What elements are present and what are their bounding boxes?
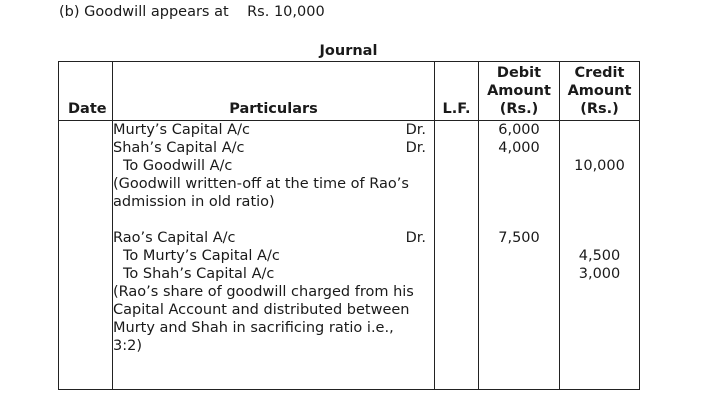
dr-marker: Dr. [405,140,426,156]
entry-2-credit-account: To Shah’s Capital A/c [123,266,275,282]
debit-amount: 6,000 [498,122,540,138]
debit-header-line: (Rs.) [499,101,539,117]
debit-amount: 7,500 [498,230,540,246]
entry-2-debit-account: Rao’s Capital A/c [113,230,236,246]
credit-amount: 3,000 [578,266,621,282]
entry-2-narration: Murty and Shah in sacrificing ratio i.e., [113,320,394,336]
date-cell [59,121,113,390]
entry-2-credit-account: To Murty’s Capital A/c [123,248,280,264]
lf-cell [435,121,479,390]
dr-marker: Dr. [405,122,426,138]
debit-amount: 4,000 [498,140,540,156]
credit-header-line: Credit [574,65,625,81]
credit-amount: 4,500 [578,248,621,264]
entry-2-narration: (Rao’s share of goodwill charged from his [113,284,414,300]
entry-1-credit-account: To Goodwill A/c [123,158,233,174]
entry-2-narration: Capital Account and distributed between [113,302,410,318]
date-column-header: Date [59,62,113,121]
lf-column-header: L.F. [435,62,479,121]
entry-1-narration: admission in old ratio) [113,194,275,210]
debit-header-line: Debit [496,65,542,81]
journal-body-row [59,121,640,390]
journal-title: Journal [319,43,378,59]
entry-1-debit-line [113,139,434,157]
particulars-column-header: Particulars [113,62,435,121]
dr-marker: Dr. [405,230,426,246]
entry-1-narration: (Goodwill written-off at the time of Rao’s [113,176,409,192]
entry-1-debit-line [113,121,434,139]
credit-amount: 10,000 [574,158,625,174]
debit-header-line: Amount [487,83,551,99]
particulars-cell [113,121,435,390]
entry-1-debit-account: Murty’s Capital A/c [113,122,250,138]
credit-amount-cell [560,121,640,390]
journal-header-row [59,62,640,121]
question-heading: (b) Goodwill appears at Rs. 10,000 [59,4,325,20]
entry-2-narration: 3:2) [113,338,142,354]
entry-1-debit-account: Shah’s Capital A/c [113,140,245,156]
debit-amount-cell [479,121,560,390]
debit-column-header [479,62,560,121]
credit-header-line: Amount [567,83,632,99]
credit-header-line: (Rs.) [580,101,619,117]
credit-column-header [560,62,640,121]
entry-2-debit-line [113,229,434,247]
journal-table [58,61,640,390]
